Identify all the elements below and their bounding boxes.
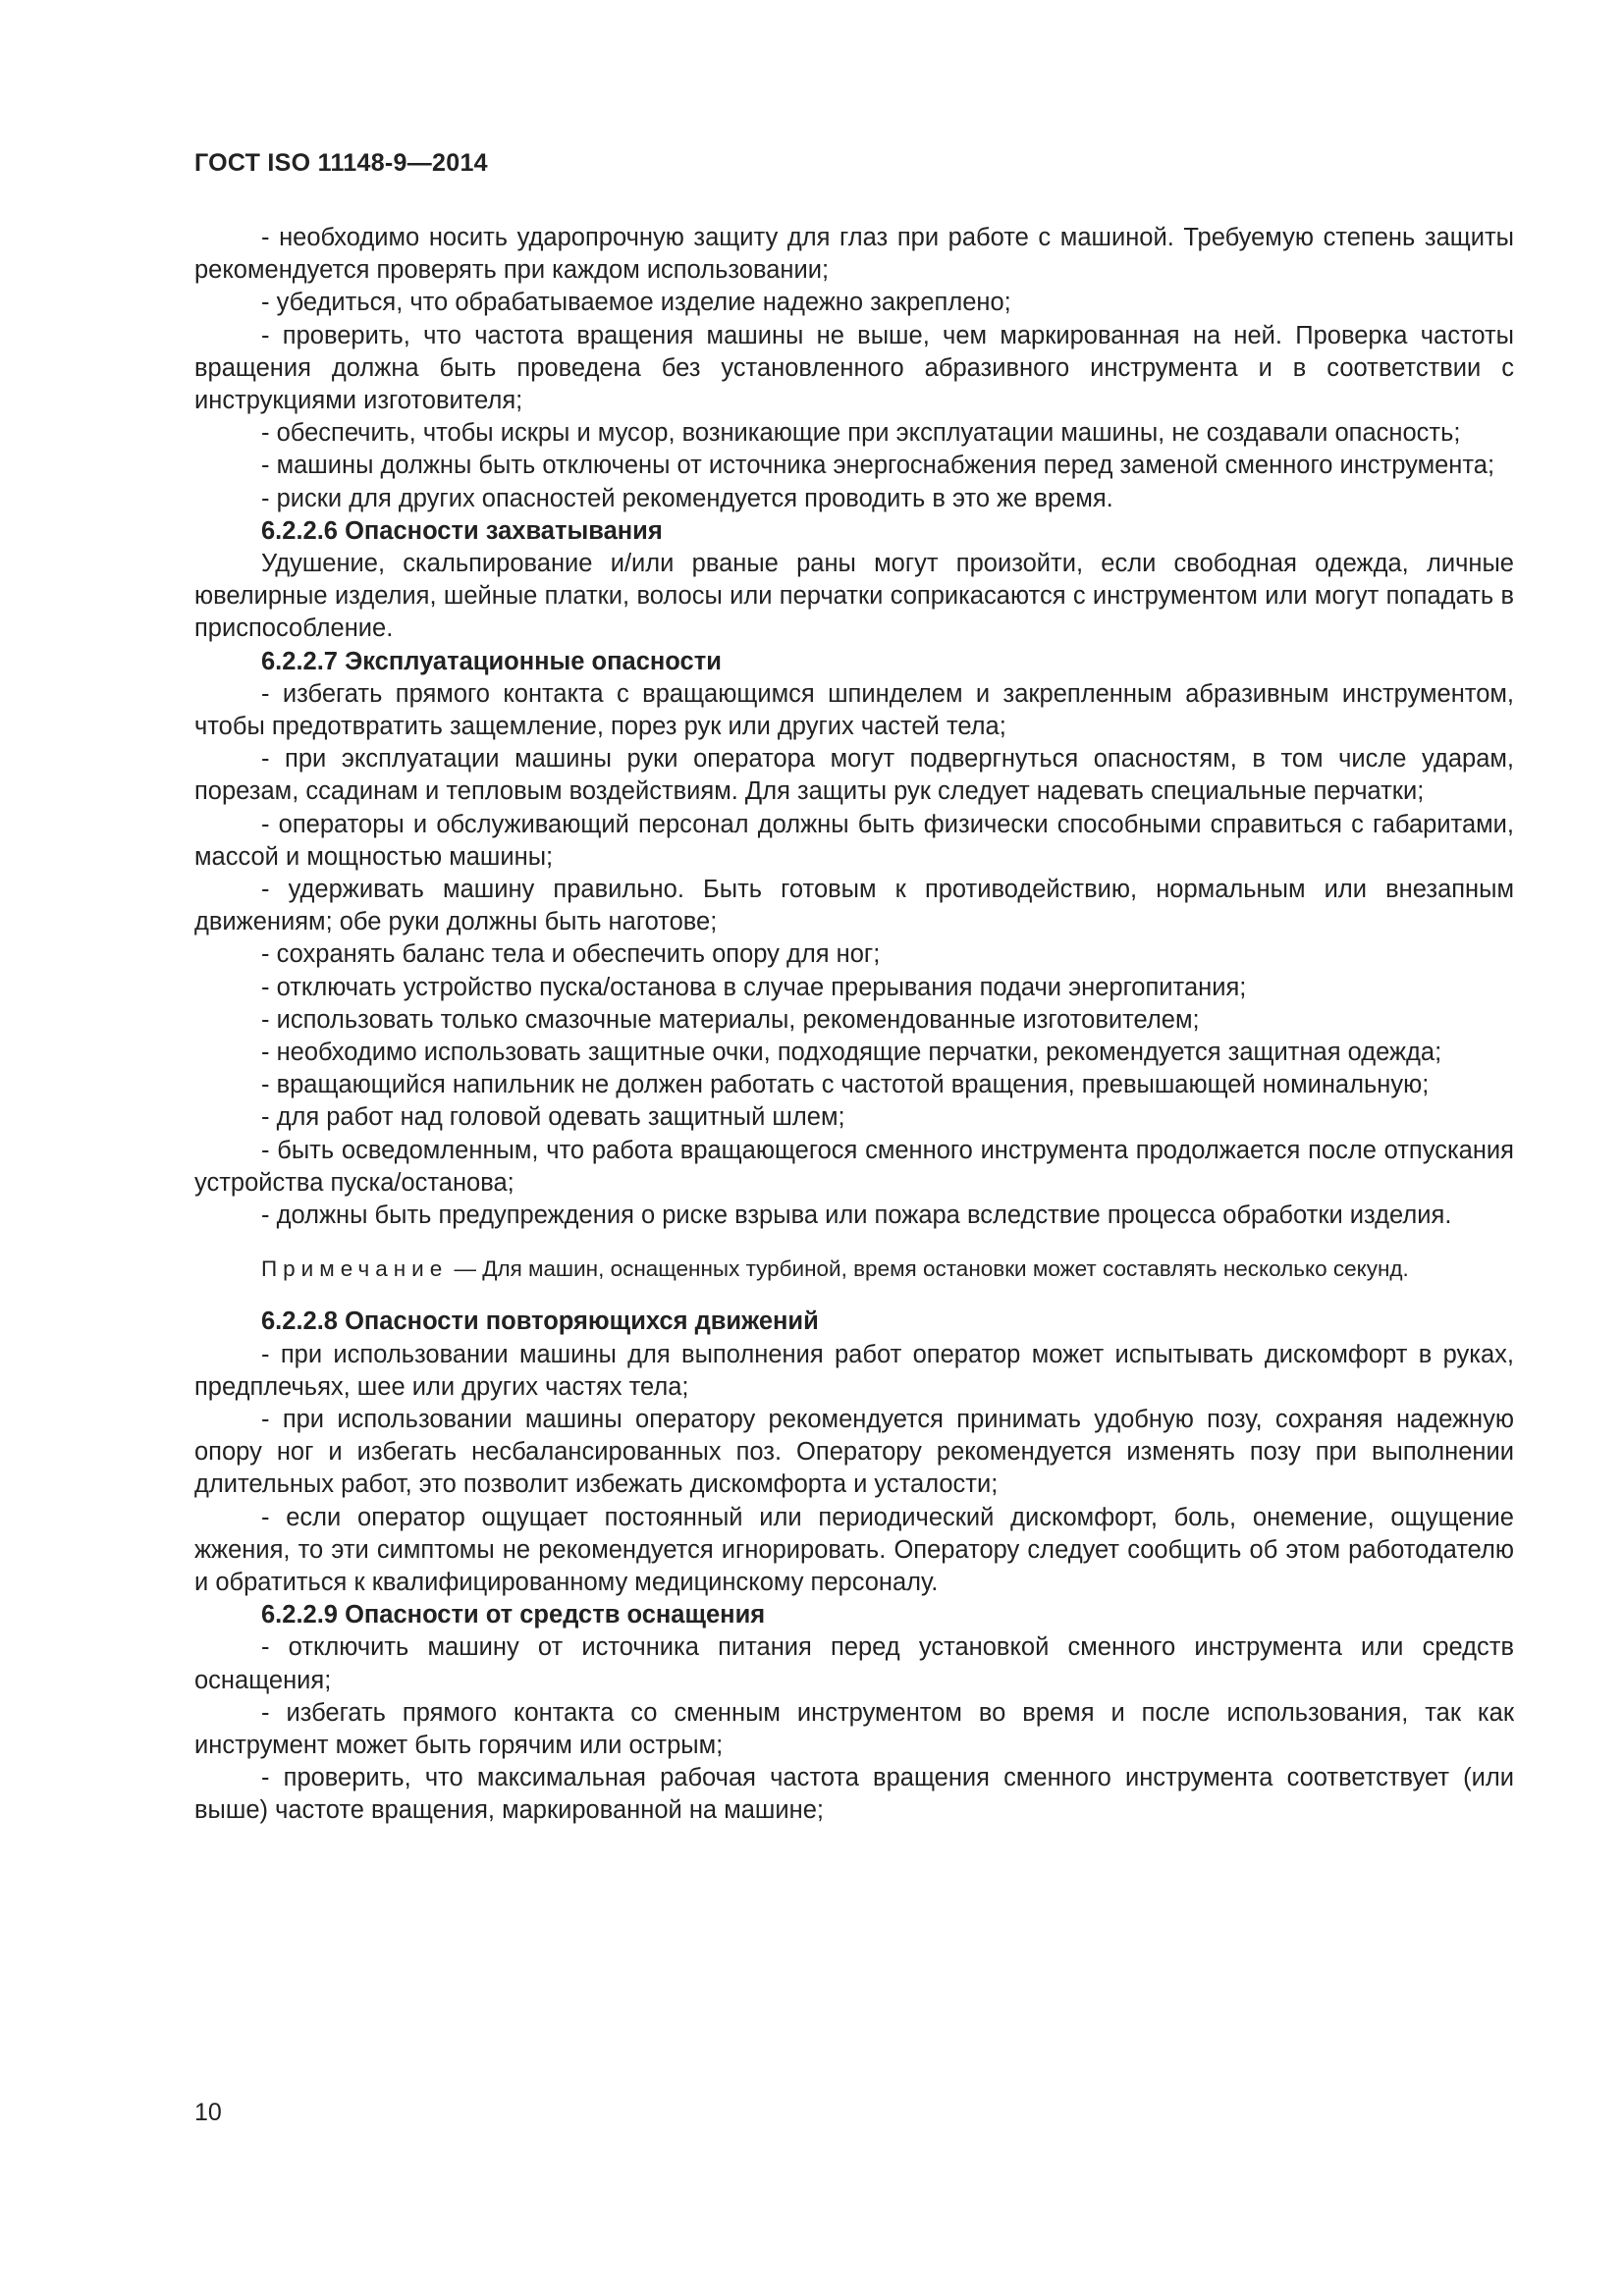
body-paragraph: Удушение, скальпирование и/или рваные раны могут произойти, если свободная одежда, личные ювелирные изделия, шейные платки, волосы или перчатки соприкасаются с инструментом или могут попадать в приспособление. (194, 550, 1514, 643)
section-heading: 6.2.2.9 Опасности от средств оснащения (261, 1601, 766, 1629)
body-paragraph: - избегать прямого контакта с вращающимся шпинделем и закрепленным абразивным инструментом, чтобы предотвратить защемление, порез рук или других частей тела; (194, 679, 1514, 741)
body-paragraph: - сохранять баланс тела и обеспечить опору для ног; (261, 940, 881, 969)
body-paragraph: - при использовании машины для выполнения работ оператор может испытывать дискомфорт в руках, предплечьях, шее или других частях тела; (194, 1340, 1514, 1401)
body-paragraph: - операторы и обслуживающий персонал должны быть физически способными справиться с габаритами, массой и мощностью машины; (194, 810, 1514, 871)
body-paragraph: - удерживать машину правильно. Быть готовым к противодействию, нормальным или внезапным движениям; обе руки должны быть наготове; (194, 876, 1514, 936)
body-paragraph: - при использовании машины оператору рекомендуется принимать удобную позу, сохраняя надежную опору ног и избегать несбалансированных поз. Оператору рекомендуется изменять позу при выполнении длительных работ, это позволит избежать дискомфорта и усталости; (194, 1405, 1514, 1499)
body-paragraph: - должны быть предупреждения о риске взрыва или пожара вследствие процесса обработки изделия. (261, 1201, 1452, 1230)
note-paragraph (194, 1254, 1514, 1284)
body-paragraph: - вращающийся напильник не должен работать с частотой вращения, превышающей номинальную; (261, 1071, 1430, 1099)
body-paragraph: - использовать только смазочные материалы, рекомендованные изготовителем; (261, 1005, 1200, 1034)
body-paragraph: - при эксплуатации машины руки оператора могут подвергнуться опасностям, в том числе ударам, порезам, ссадинам и тепловым воздействиям. Для защиты рук следует надевать специальные перчатки; (194, 745, 1514, 806)
body-paragraph: - быть осведомленным, что работа вращающегося сменного инструмента продолжается после отпускания устройства пуска/останова; (194, 1136, 1514, 1197)
document-header-title: ГОСТ ISO 11148-9—2014 (194, 149, 488, 177)
note-text: — Для машин, оснащенных турбиной, время остановки может составлять несколько секунд. (448, 1256, 1409, 1282)
note-label: Примечание (261, 1256, 449, 1282)
section-heading: 6.2.2.8 Опасности повторяющихся движений (261, 1308, 819, 1336)
body-paragraph: - избегать прямого контакта со сменным инструментом во время и после использования, так как инструмент может быть горячим или острым; (194, 1698, 1514, 1759)
section-heading: 6.2.2.7 Эксплуатационные опасности (261, 647, 722, 675)
body-paragraph: - проверить, что частота вращения машины не выше, чем маркированная на ней. Проверка частоты вращения должна быть проведена без установленного абразивного инструмента и в соответствии с инструкциями изготовителя; (194, 321, 1514, 415)
body-paragraph: - отключать устройство пуска/останова в случае прерывания подачи энергопитания; (261, 973, 1247, 1001)
section-heading: 6.2.2.6 Опасности захватывания (261, 516, 663, 545)
body-paragraph: - обеспечить, чтобы искры и мусор, возникающие при эксплуатации машины, не создавали опасность; (261, 419, 1461, 448)
body-paragraph: - если оператор ощущает постоянный или периодический дискомфорт, боль, онемение, ощущение жжения, то эти симптомы не рекомендуется игнорировать. Оператору следует сообщить об этом работодателю и обратиться к квалифицированному медицинскому персоналу. (194, 1503, 1514, 1596)
body-paragraph: - проверить, что максимальная рабочая частота вращения сменного инструмента соответствует (или выше) частоте вращения, маркированной на машине; (194, 1764, 1514, 1825)
body-paragraph: - машины должны быть отключены от источника энергоснабжения перед заменой сменного инструмента; (261, 452, 1495, 480)
page-number: 10 (194, 2099, 222, 2126)
body-paragraph: - для работ над головой одевать защитный шлем; (261, 1103, 845, 1132)
body-paragraph: - необходимо использовать защитные очки, подходящие перчатки, рекомендуется защитная одежда; (261, 1039, 1442, 1067)
body-paragraph: - риски для других опасностей рекомендуется проводить в это же время. (261, 484, 1113, 512)
document-body (194, 222, 1514, 1828)
body-paragraph: - убедиться, что обрабатываемое изделие надежно закреплено; (261, 289, 1011, 317)
body-paragraph: - необходимо носить ударопрочную защиту для глаз при работе с машиной. Требуемую степень защиты рекомендуется проверять при каждом использовании; (194, 224, 1514, 285)
body-paragraph: - отключить машину от источника питания перед установкой сменного инструмента или средств оснащения; (194, 1633, 1514, 1694)
